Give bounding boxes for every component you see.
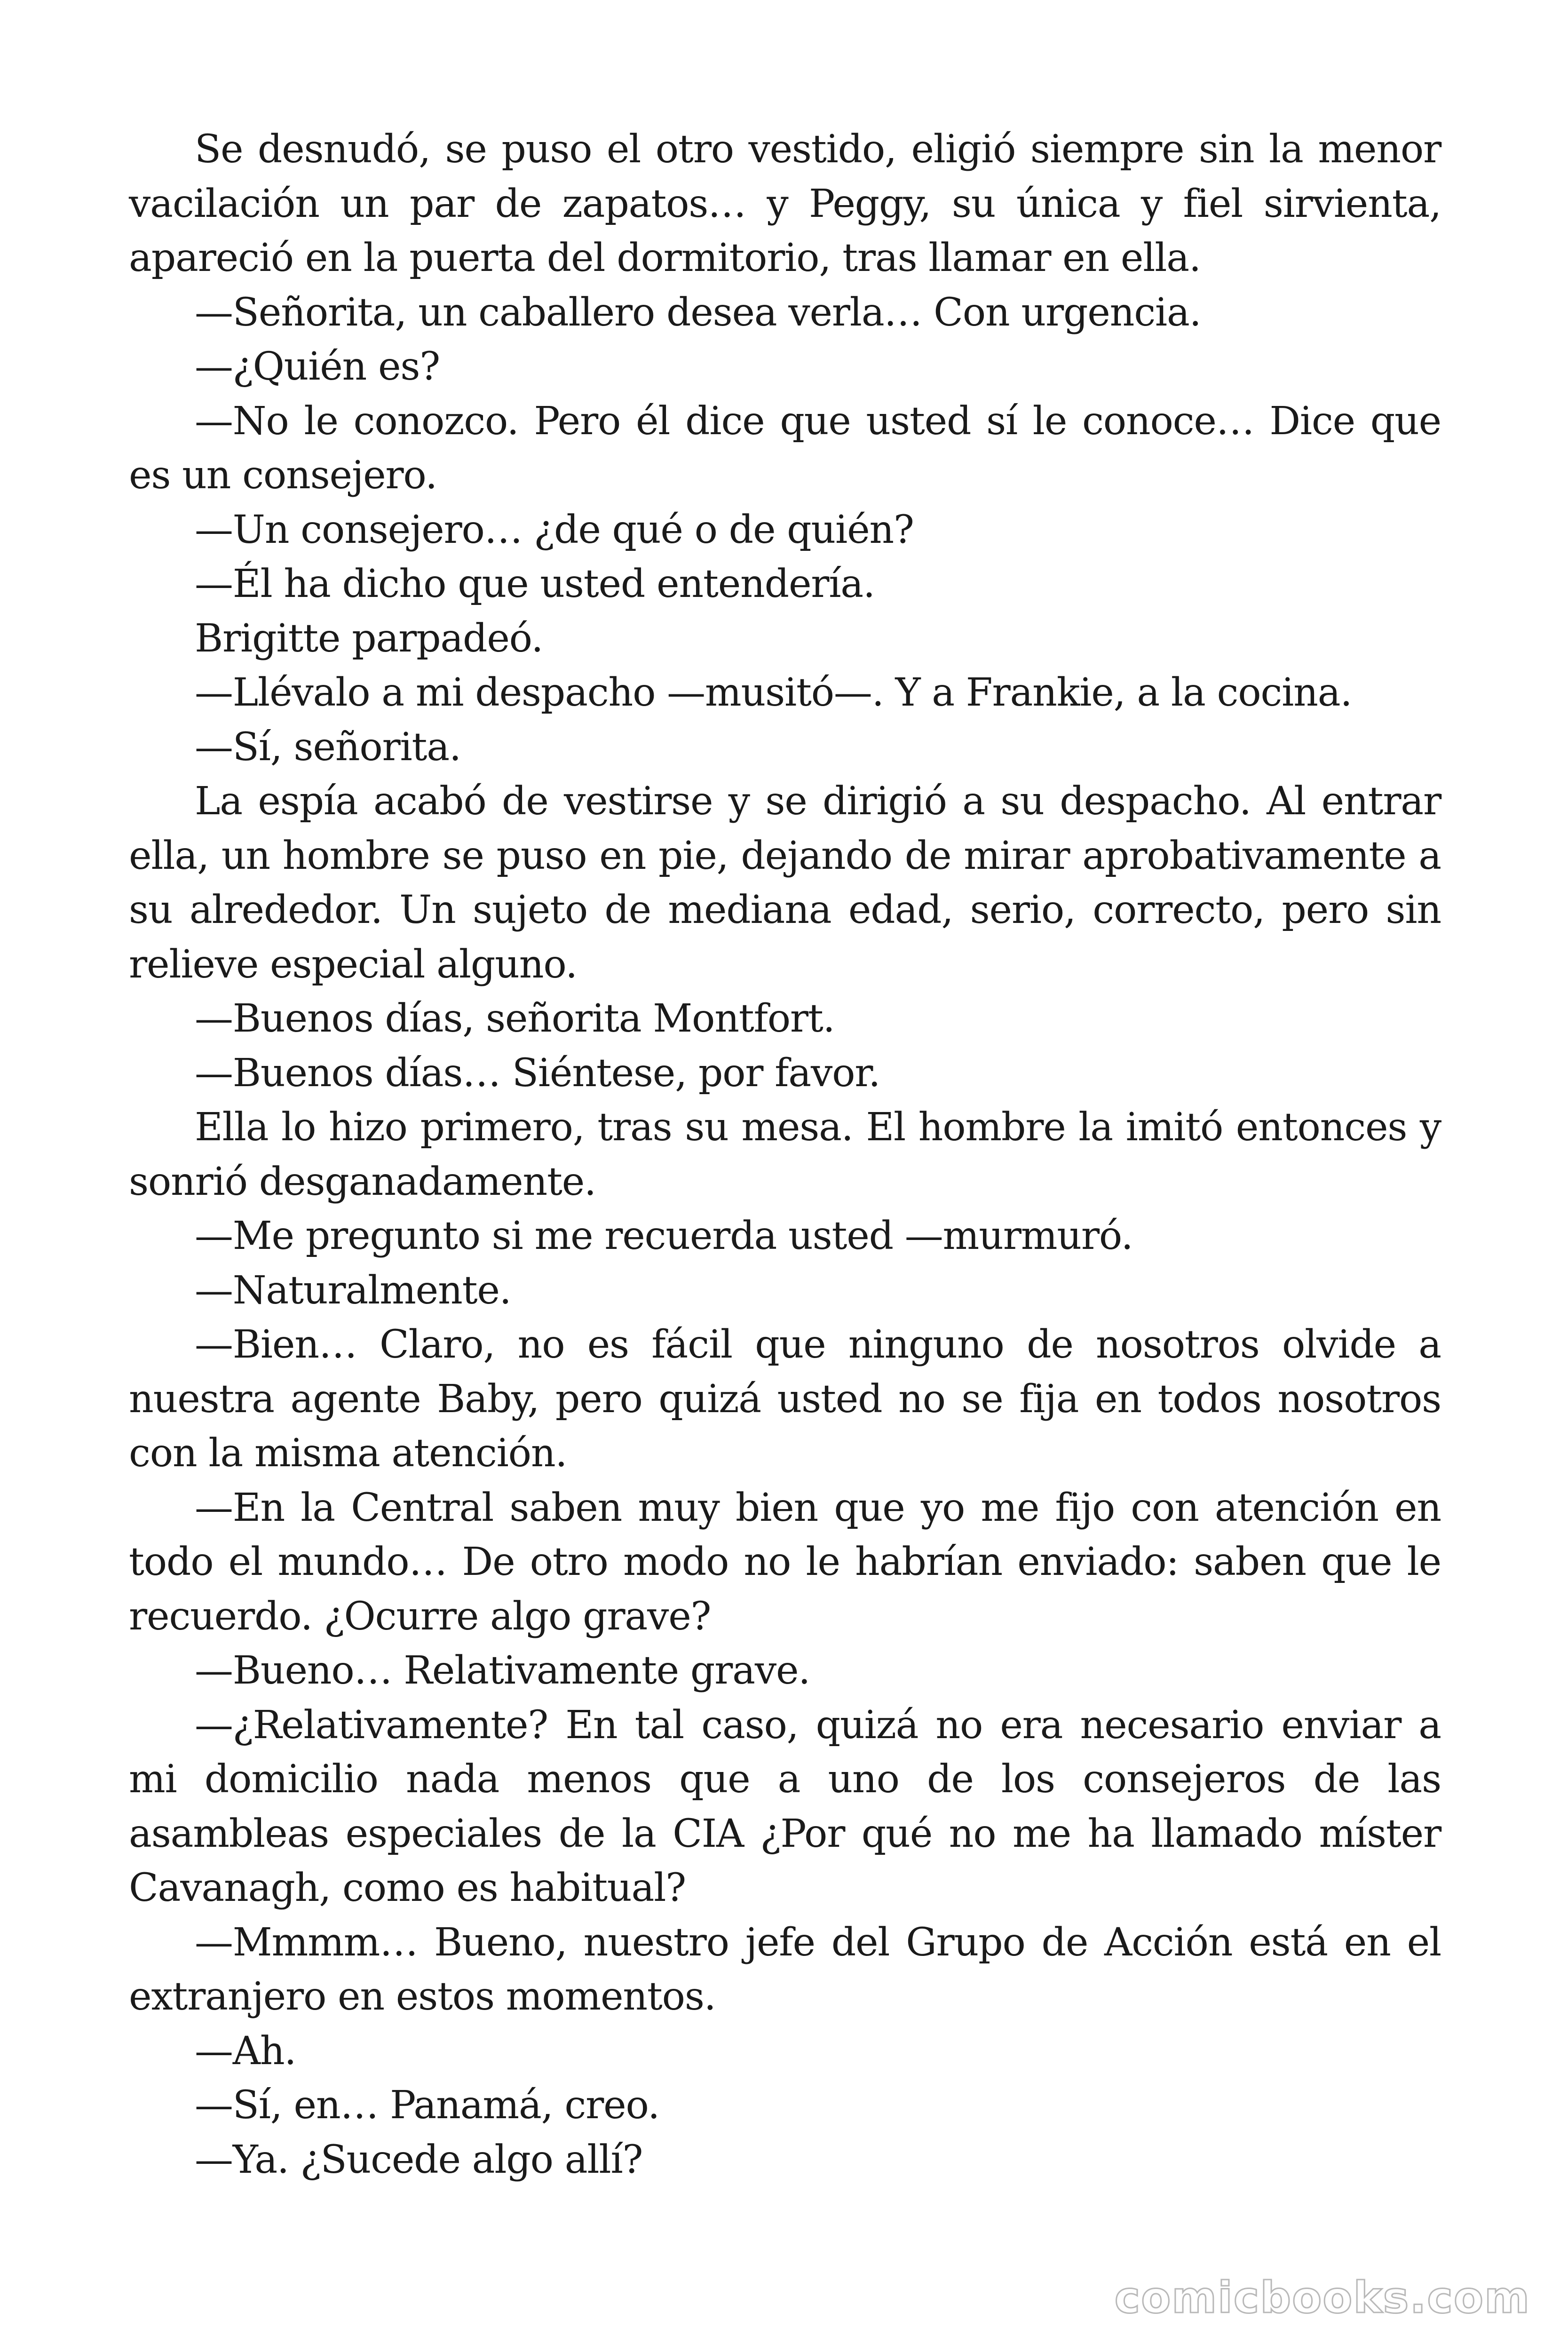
paragraph: Ella lo hizo primero, tras su mesa. El hombre la imitó entonces y sonrió desganadamente. [129,1105,1441,1204]
paragraph: —¿Quién es? [195,344,440,389]
paragraph: —Llévalo a mi despacho —musitó—. Y a Frankie, a la cocina. [195,670,1352,715]
paragraph: —Él ha dicho que usted entendería. [195,562,875,606]
paragraph: La espía acabó de vestirse y se dirigió a su despacho. Al entrar ella, un hombre se puso en pie, dejando de mirar aprobativamente a su alrededor. Un sujeto de mediana edad, serio, correcto, pero sin relieve especial alguno. [129,779,1441,987]
paragraph: Brigitte parpadeó. [195,616,543,661]
paragraph: —Naturalmente. [195,1268,511,1313]
paragraph: —No le conozco. Pero él dice que usted sí le conoce… Dice que es un consejero. [129,398,1441,498]
paragraph: —Buenos días, señorita Montfort. [195,996,835,1041]
paragraph: —Mmmm… Bueno, nuestro jefe del Grupo de Acción está en el extranjero en estos momentos. [129,1920,1441,2019]
paragraph: —¿Relativamente? En tal caso, quizá no era necesario enviar a mi domicilio nada menos que a uno de los consejeros de las asambleas especiales de la CIA ¿Por qué no me ha llamado míster Cavanagh, como es habitual? [129,1702,1441,1910]
paragraph: —Me pregunto si me recuerda usted —murmuró. [195,1214,1133,1258]
paragraph: —Ya. ¿Sucede algo allí? [195,2137,643,2182]
paragraph: —Ah. [195,2028,296,2074]
paragraph: —Sí, señorita. [195,724,461,770]
paragraph: —Un consejero… ¿de qué o de quién? [195,507,914,552]
paragraph: Se desnudó, se puso el otro vestido, eligió siempre sin la menor vacilación un par de zapatos… y Peggy, su única y fiel sirvienta, apareció en la puerta del dormitorio, tras llamar en ella. [129,127,1441,280]
paragraph: —Bien… Claro, no es fácil que ninguno de nosotros olvide a nuestra agente Baby, pero quizá usted no se fija en todos nosotros con la misma atención. [129,1322,1441,1476]
watermark-text: comicbooks.com [1114,2273,1530,2323]
paragraph: —Bueno… Relativamente grave. [195,1648,810,1693]
paragraph: —Sí, en… Panamá, creo. [195,2083,660,2128]
page-text-body [129,122,1441,2187]
paragraph: —Buenos días… Siéntese, por favor. [195,1050,880,1096]
paragraph: —En la Central saben muy bien que yo me fijo con atención en todo el mundo… De otro modo no le habrían enviado: saben que le recuerdo. ¿Ocurre algo grave? [129,1485,1441,1639]
paragraph: —Señorita, un caballero desea verla… Con urgencia. [195,290,1201,335]
